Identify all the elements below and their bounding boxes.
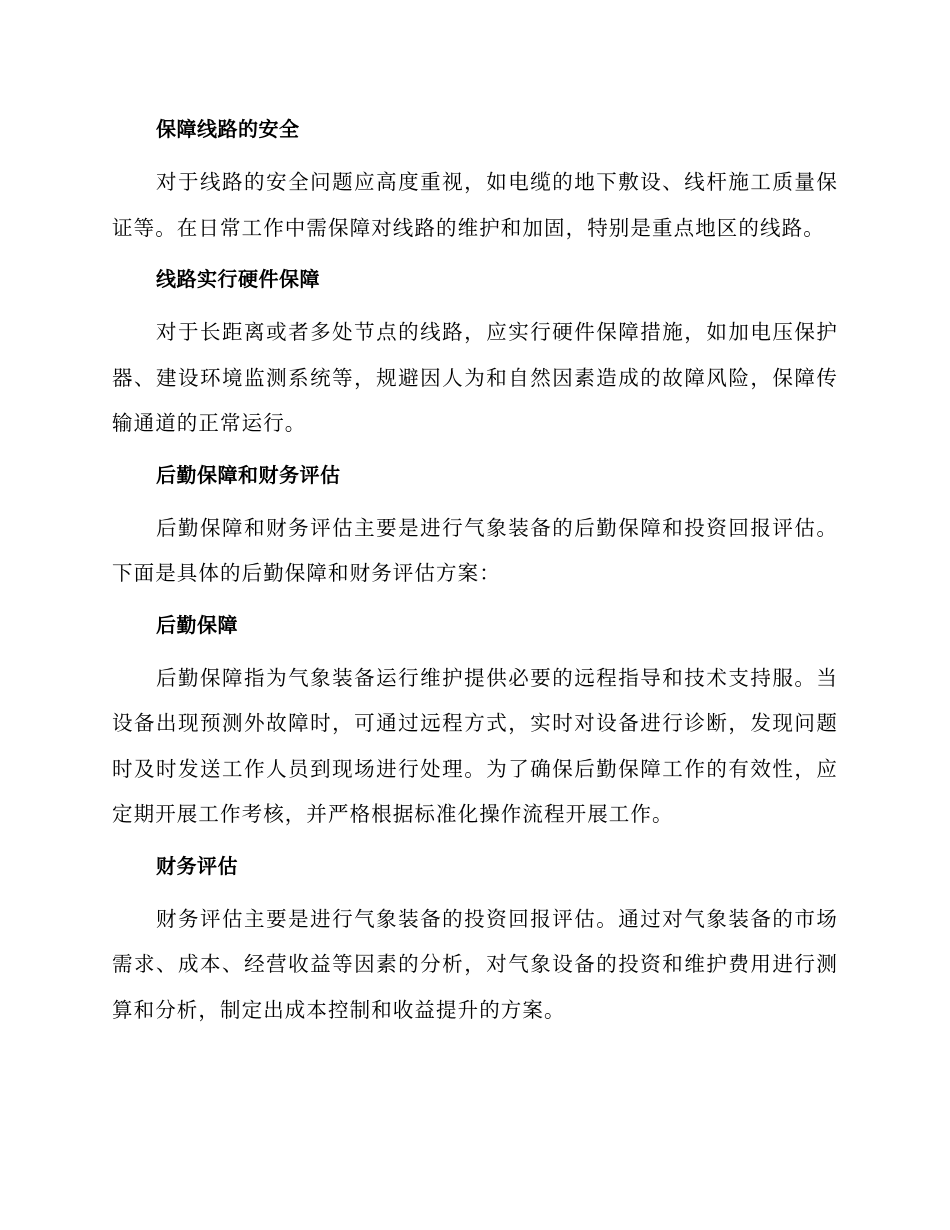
section-heading-financial-evaluation: 财务评估	[156, 853, 238, 878]
section-heading-line-safety: 保障线路的安全	[156, 117, 300, 141]
section-heading-hardware-protection: 线路实行硬件保障	[156, 267, 320, 291]
section-paragraph-line-safety: 对于线路的安全问题应高度重视，如电缆的地下敷设、线杆施工质量保证等。在日常工作中需保障对线路的维护和加固，特别是重点地区的线路。	[112, 170, 838, 240]
section-paragraph-hardware-protection: 对于长距离或者多处节点的线路，应实行硬件保障措施，如加电压保护器、建设环境监测系统等，规避因人为和自然因素造成的故障风险，保障传输通道的正常运行。	[112, 320, 838, 435]
section-paragraph-logistics-and-finance: 后勤保障和财务评估主要是进行气象装备的后勤保障和投资回报评估。下面是具体的后勤保障和财务评估方案：	[112, 515, 838, 585]
section-paragraph-logistics: 后勤保障指为气象装备运行维护提供必要的远程指导和技术支持服。当设备出现预测外故障时，可通过远程方式，实时对设备进行诊断，发现问题时及时发送工作人员到现场进行处理。为了确保后勤保障工作的有效性，应定期开展工作考核，并严格根据标准化操作流程开展工作。	[112, 665, 838, 826]
section-paragraph-financial-evaluation: 财务评估主要是进行气象装备的投资回报评估。通过对气象装备的市场需求、成本、经营收益等因素的分析，对气象设备的投资和维护费用进行测算和分析，制定出成本控制和收益提升的方案。	[112, 906, 838, 1022]
section-heading-logistics-and-finance: 后勤保障和财务评估	[156, 462, 341, 487]
section-heading-logistics: 后勤保障	[156, 612, 238, 637]
